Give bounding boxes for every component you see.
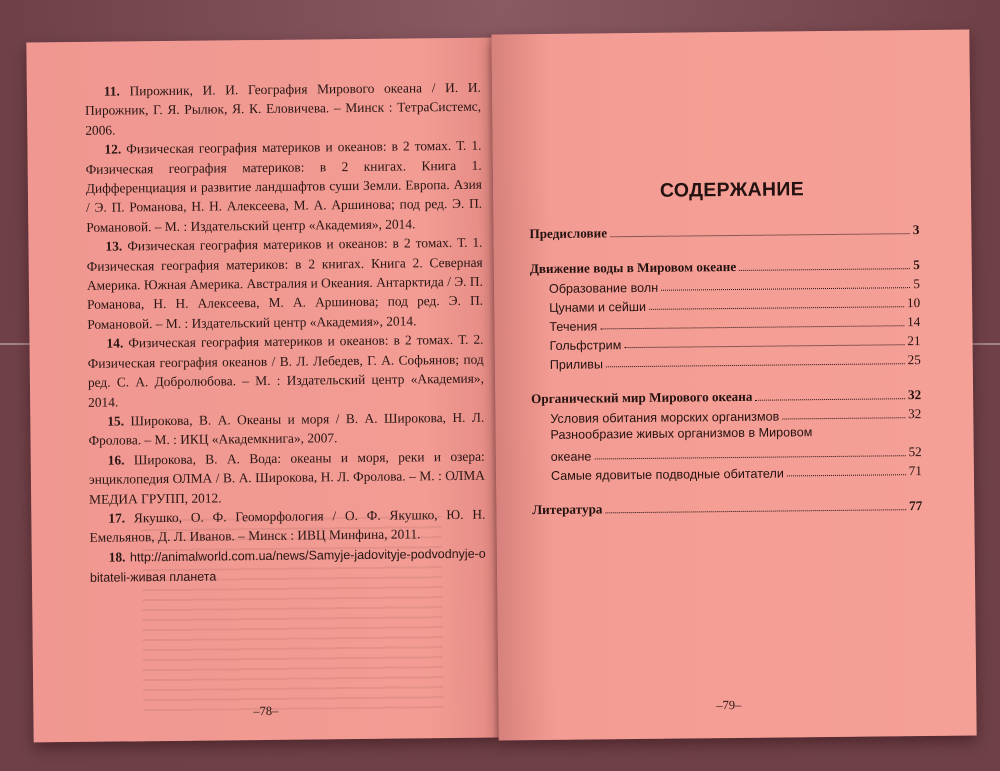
reference-item: 11. Пирожник, И. И. География Мирового океана / И. И. Пирожник, Г. Я. Рылюк, Я. К. Еловичева. – Минск : ТетраСистемс, 2006.: [84, 79, 482, 138]
toc-leader: [739, 268, 910, 271]
toc-entry-preface: Предисловие 3: [529, 222, 920, 242]
toc-entry-literature: Литература 77: [532, 498, 923, 518]
reference-item: 12. Физическая география материков и океанов: в 2 томах. Т. 1. Физическая география материков: в 2 книгах. Книга 1. Дифференциация и развитие ландшафтов суши Земли. Европа. Азия / Э. П. Романова, Н. Н. Алексеева, М. А. Аршинова; под ред. Э. П. Романовой. – М. : Издательский центр «Академия», 2014.: [85, 137, 483, 235]
reference-item: 17. Якушко, О. Ф. Геоморфология / О. Ф. Якушко, Ю. Н. Емельянов, Д. Л. Иванов. – Минск : ИВЦ Минфина, 2011.: [89, 506, 486, 546]
toc-subentry: Образование волн 5: [548, 276, 921, 296]
toc-subentry: Условия обитания морских организмов 32: [550, 406, 922, 426]
toc-subentry-line1: Разнообразие живых организмов в Мировом: [550, 425, 813, 442]
table-of-contents: [529, 219, 922, 518]
toc-subentry: Цунами и сейши 10: [549, 295, 921, 315]
toc-leader: [782, 417, 905, 419]
page-number-left: –78–: [253, 703, 279, 719]
toc-leader: [605, 509, 906, 513]
toc-leader: [606, 363, 905, 367]
reference-item: 14. Физическая география материков и океанов: в 2 томах. Т. 2. Физическая география океанов / В. Л. Лебедев, Г. А. Софьянов; под ред. С. А. Добролюбова. – М. : Издательский центр «Академия», 2014.: [87, 331, 484, 410]
toc-subentry: Приливы 25: [549, 352, 921, 372]
toc-subentry: океане 52: [550, 444, 922, 464]
toc-leader: [649, 306, 904, 310]
toc-entry-section2: Органический мир Мирового океана 32: [531, 387, 922, 407]
toc-title: СОДЕРЖАНИЕ: [659, 178, 805, 202]
toc-leader: [661, 287, 910, 291]
reference-item: 16. Широкова, В. А. Вода: океаны и моря, реки и озера: энциклопедия ОЛМА / В. А. Широкова, Н. Л. Фролова. – М. : ОЛМА МЕДИА ГРУПП, 2012.: [88, 448, 485, 507]
reference-item: 18. http://animalworld.com.ua/news/Samyje-jadovityje-podvodnyje-obitateli-живая планета: [89, 546, 486, 585]
reference-list: [85, 78, 486, 589]
toc-leader: [594, 455, 905, 459]
reference-item: 13. Физическая география материков и океанов: в 2 томах. Т. 1. Физическая география материков: в 2 книгах. Книга 2. Северная Америка. Южная Америка. Австралия и Океания. Антарктида / Э. П. Романова, Н. Н. Алексеева, М. А. Аршинова; под ред. Э. П. Романовой. – М. : Издательский центр «Академия», 2014.: [86, 234, 484, 332]
toc-leader: [600, 325, 904, 329]
toc-entry-section1: Движение воды в Мировом океане 5: [529, 257, 920, 277]
page-number-right: –79–: [716, 697, 742, 713]
left-page: [26, 38, 498, 743]
toc-leader: [624, 344, 904, 348]
toc-leader: [610, 233, 910, 237]
toc-leader: [755, 398, 905, 401]
reference-item: 15. Широкова, В. А. Океаны и моря / В. А. Широкова, Н. Л. Фролова. – М. : ИКЦ «Академкнига», 2007.: [88, 409, 485, 449]
toc-leader: [787, 474, 906, 476]
right-page: [491, 30, 976, 741]
toc-subentry: Течения 14: [549, 314, 921, 334]
toc-subentry: Самые ядовитые подводные обитатели 71: [550, 463, 922, 483]
toc-subentry: Гольфстрим 21: [549, 333, 921, 353]
